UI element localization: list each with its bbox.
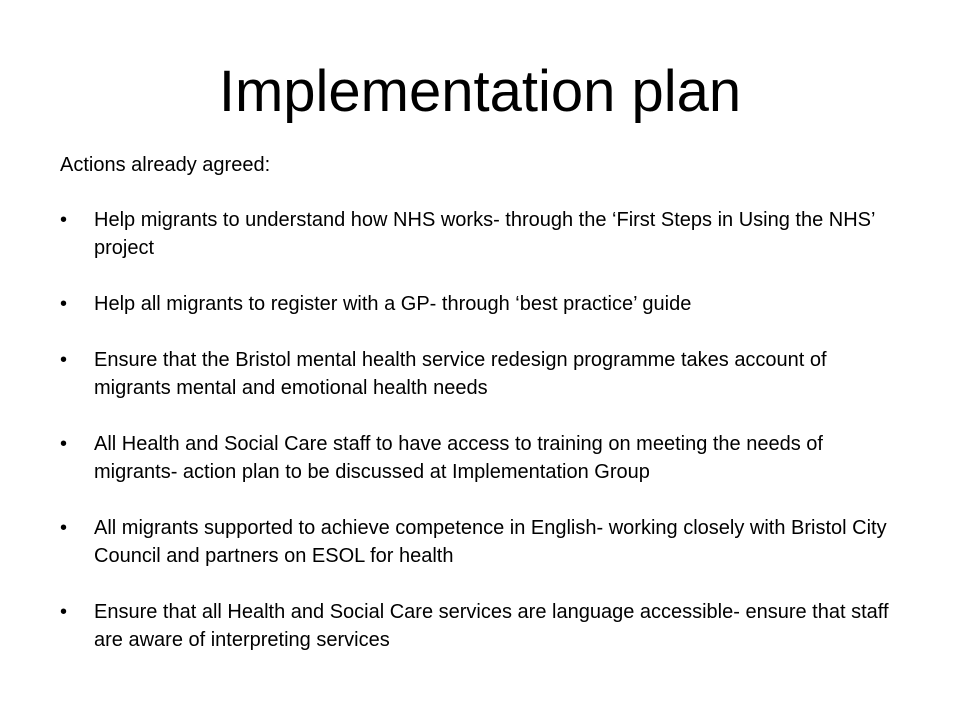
action-list [60,206,900,682]
list-item-text: Ensure that the Bristol mental health service redesign programme takes account of migrants mental and emotional health needs [94,349,827,399]
bullet-icon: • [60,601,68,623]
list-item-text: Help migrants to understand how NHS works- through the ‘First Steps in Using the NHS’ project [94,209,875,259]
intro-text: Actions already agreed: [60,154,271,176]
list-item [60,598,900,654]
list-item [60,514,900,570]
list-item-text: Ensure that all Health and Social Care services are language accessible- ensure that staff are aware of interpreting services [94,601,889,651]
slide-title: Implementation plan [218,59,742,124]
bullet-icon: • [60,517,68,539]
list-item-text: All migrants supported to achieve competence in English- working closely with Bristol City Council and partners on ESOL for health [94,517,887,567]
list-item-text: Help all migrants to register with a GP- through ‘best practice’ guide [94,293,692,315]
bullet-icon: • [60,433,68,455]
bullet-icon: • [60,349,68,371]
list-item [60,290,900,318]
bullet-icon: • [60,293,68,315]
list-item [60,206,900,262]
list-item [60,430,900,486]
list-item [60,346,900,402]
bullet-icon: • [60,209,68,231]
list-item-text: All Health and Social Care staff to have access to training on meeting the needs of migrants- action plan to be discussed at Implementation Group [94,433,823,483]
